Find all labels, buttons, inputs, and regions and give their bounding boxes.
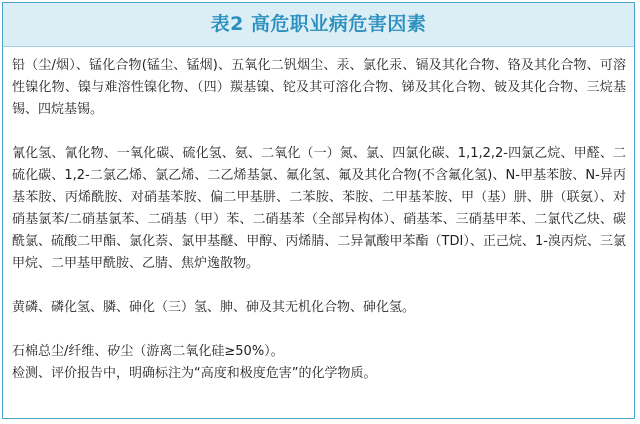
table-header bbox=[3, 3, 634, 47]
table-title: 表2 高危职业病危害因素 bbox=[210, 13, 427, 35]
paragraph-phosphorus-arsenic: 黄磷、磷化氢、膦、砷化（三）氢、胂、砷及其无机化合物、砷化氢。 bbox=[12, 300, 416, 315]
paragraph-toxic-chemicals: 氰化氢、氰化物、一氧化碳、硫化氢、氨、二氧化（一）氮、氯、四氯化碳、1,1,2,2-四氯乙烷、甲醛、二硫化碳、1,2-二氯乙烯、氯乙烯、二乙烯基氯、氟化氢、氟及其化合物(不含氟化氢)、N-甲基苯胺、N-异丙基苯胺、丙烯酰胺、对硝基苯胺、偏二甲基肼、二苯胺、苯胺、二甲基苯胺、甲（基）肼、肼（联氨）、对硝基氯苯/二硝基氯苯、二硝基（甲）苯、二硝基苯（全部异构体）、硝基苯、三硝基甲苯、二氯代乙炔、碳酰氯、硫酸二甲酯、氯化萘、氯甲基醚、甲醇、丙烯腈、二异氰酸甲苯酯（TDI）、正己烷、1-溴丙烷、三氯甲烷、二甲基甲酰胺、乙腈、焦炉逸散物。 bbox=[12, 146, 626, 271]
line-report-note: 检测、评价报告中，明确标注为“高度和极度危害”的化学物质。 bbox=[12, 366, 377, 381]
table-body bbox=[3, 47, 634, 385]
paragraph-heavy-metals: 铅（尘/烟）、锰化合物(锰尘、锰烟)、五氧化二钒烟尘、汞、氯化汞、镉及其化合物、铬及其化合物、可溶性镍化物、镍与难溶性镍化物、（四）羰基镍、铊及其可溶化合物、锑及其化合物、铍及其化合物、三烷基锡、四烷基锡。 bbox=[12, 58, 626, 117]
line-dust: 石棉总尘/纤维、矽尘（游离二氧化硅≥50%）。 bbox=[12, 344, 284, 359]
table-card bbox=[2, 2, 635, 419]
